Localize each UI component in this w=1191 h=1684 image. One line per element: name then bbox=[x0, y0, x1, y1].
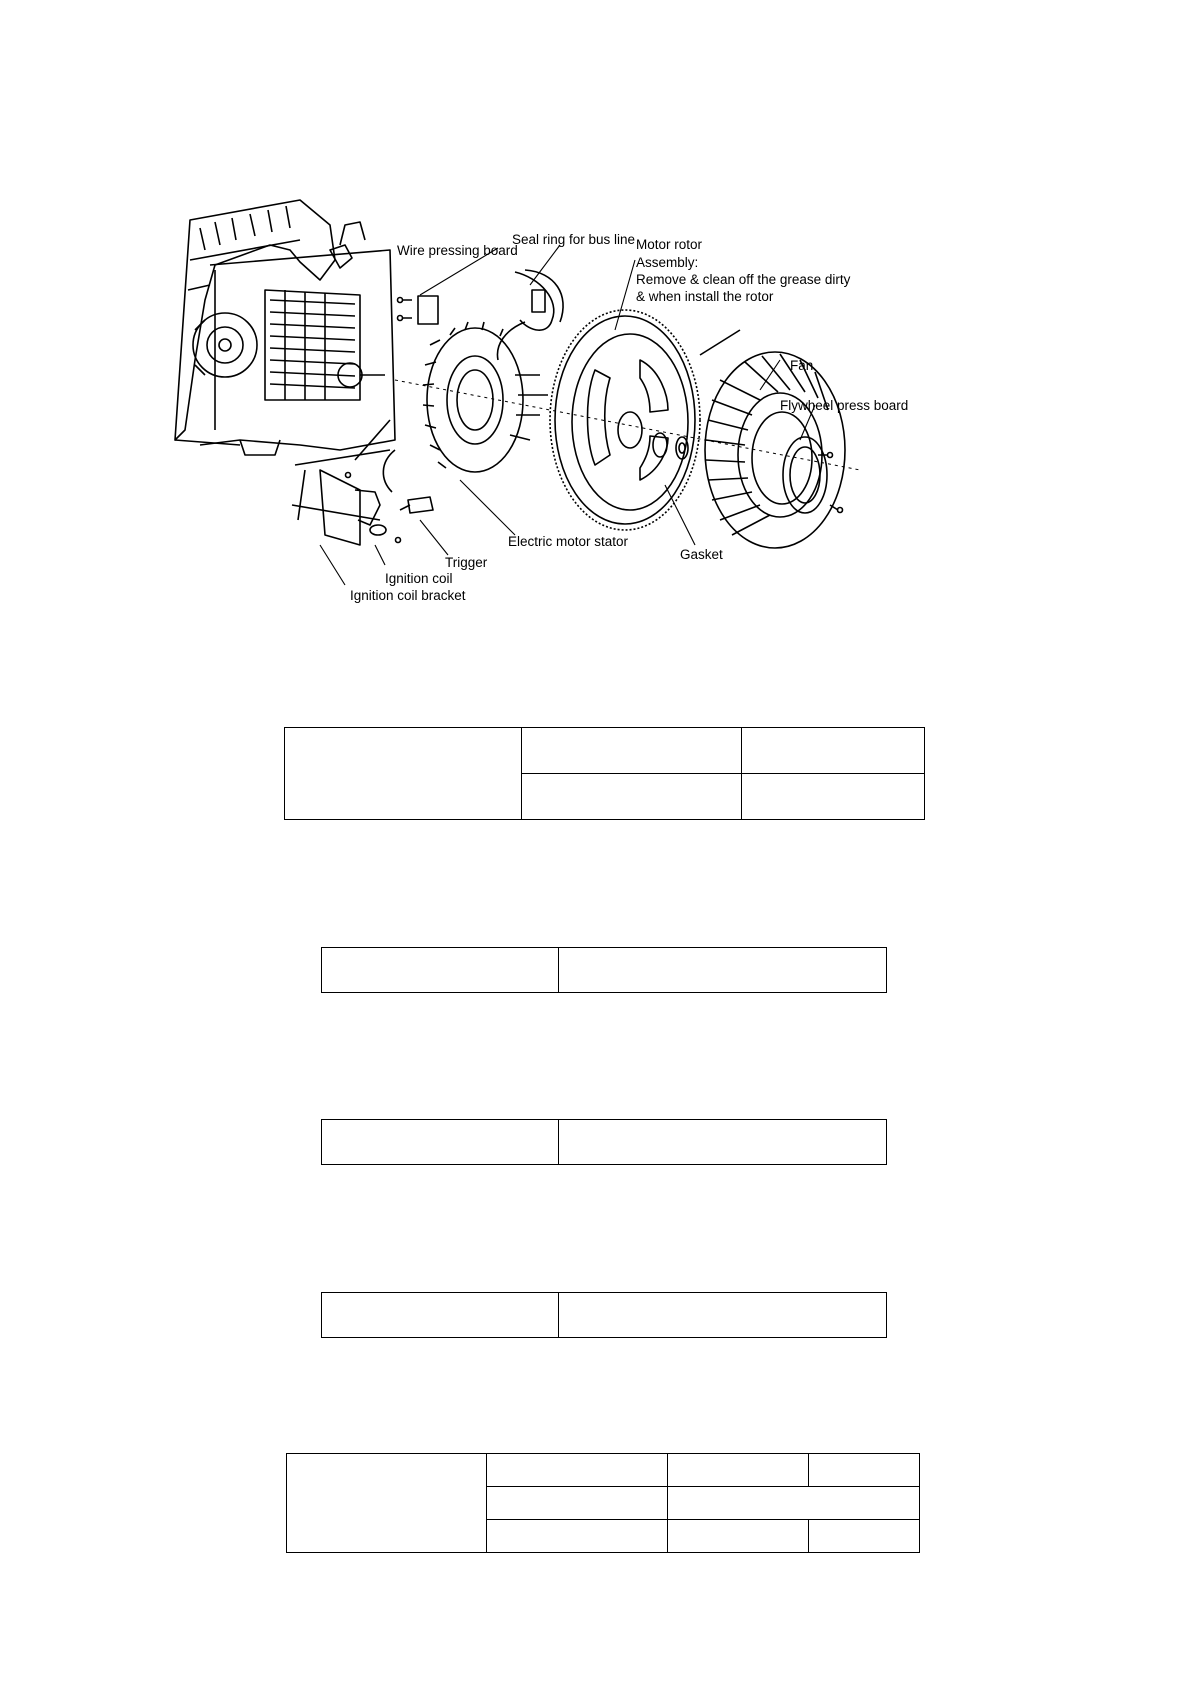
label-fan: Fan bbox=[790, 358, 814, 373]
fan-part bbox=[700, 330, 845, 548]
table-cell bbox=[668, 1520, 809, 1553]
table-cell bbox=[558, 1293, 886, 1338]
spec-table-1 bbox=[284, 727, 925, 820]
ignition-assembly-part bbox=[292, 450, 433, 545]
table-cell bbox=[322, 948, 559, 993]
spec-table-4 bbox=[321, 1292, 887, 1338]
exploded-view-diagram bbox=[0, 0, 1191, 620]
table-cell bbox=[285, 728, 522, 820]
wire-pressing-board-part bbox=[398, 296, 439, 324]
generator-exploded-drawing bbox=[0, 0, 1191, 620]
label-ignition-coil-bracket: Ignition coil bracket bbox=[350, 588, 466, 603]
motor-rotor-part bbox=[550, 310, 700, 530]
label-motor-rotor-1: Motor rotor bbox=[636, 237, 703, 252]
label-motor-rotor-4: & when install the rotor bbox=[636, 289, 774, 304]
label-trigger: Trigger bbox=[445, 555, 488, 570]
table-cell bbox=[521, 728, 742, 774]
table-cell bbox=[742, 774, 925, 820]
table-cell bbox=[809, 1454, 920, 1487]
table-cell bbox=[486, 1520, 668, 1553]
table-cell bbox=[668, 1487, 920, 1520]
spec-table-2 bbox=[321, 947, 887, 993]
table-cell bbox=[558, 1120, 886, 1165]
table-cell bbox=[521, 774, 742, 820]
label-flywheel-press-board: Flywheel press board bbox=[780, 398, 909, 413]
table-cell bbox=[668, 1454, 809, 1487]
label-gasket: Gasket bbox=[680, 547, 723, 562]
table-cell bbox=[486, 1487, 668, 1520]
label-seal-ring: Seal ring for bus line bbox=[512, 232, 636, 247]
table-cell bbox=[486, 1454, 668, 1487]
table-cell bbox=[287, 1454, 487, 1553]
table-cell bbox=[322, 1120, 559, 1165]
label-ignition-coil: Ignition coil bbox=[385, 571, 453, 586]
electric-motor-stator-part bbox=[423, 322, 548, 472]
table-cell bbox=[322, 1293, 559, 1338]
spec-table-5 bbox=[286, 1453, 920, 1553]
label-motor-rotor-3: Remove & clean off the grease dirty bbox=[636, 272, 851, 287]
label-wire-pressing-board: Wire pressing board bbox=[397, 243, 518, 258]
label-motor-rotor-2: Assembly: bbox=[636, 255, 699, 270]
label-electric-motor-stator: Electric motor stator bbox=[508, 534, 629, 549]
table-cell bbox=[558, 948, 886, 993]
table-cell bbox=[809, 1520, 920, 1553]
table-cell bbox=[742, 728, 925, 774]
engine-block bbox=[175, 200, 395, 460]
spec-table-3 bbox=[321, 1119, 887, 1165]
